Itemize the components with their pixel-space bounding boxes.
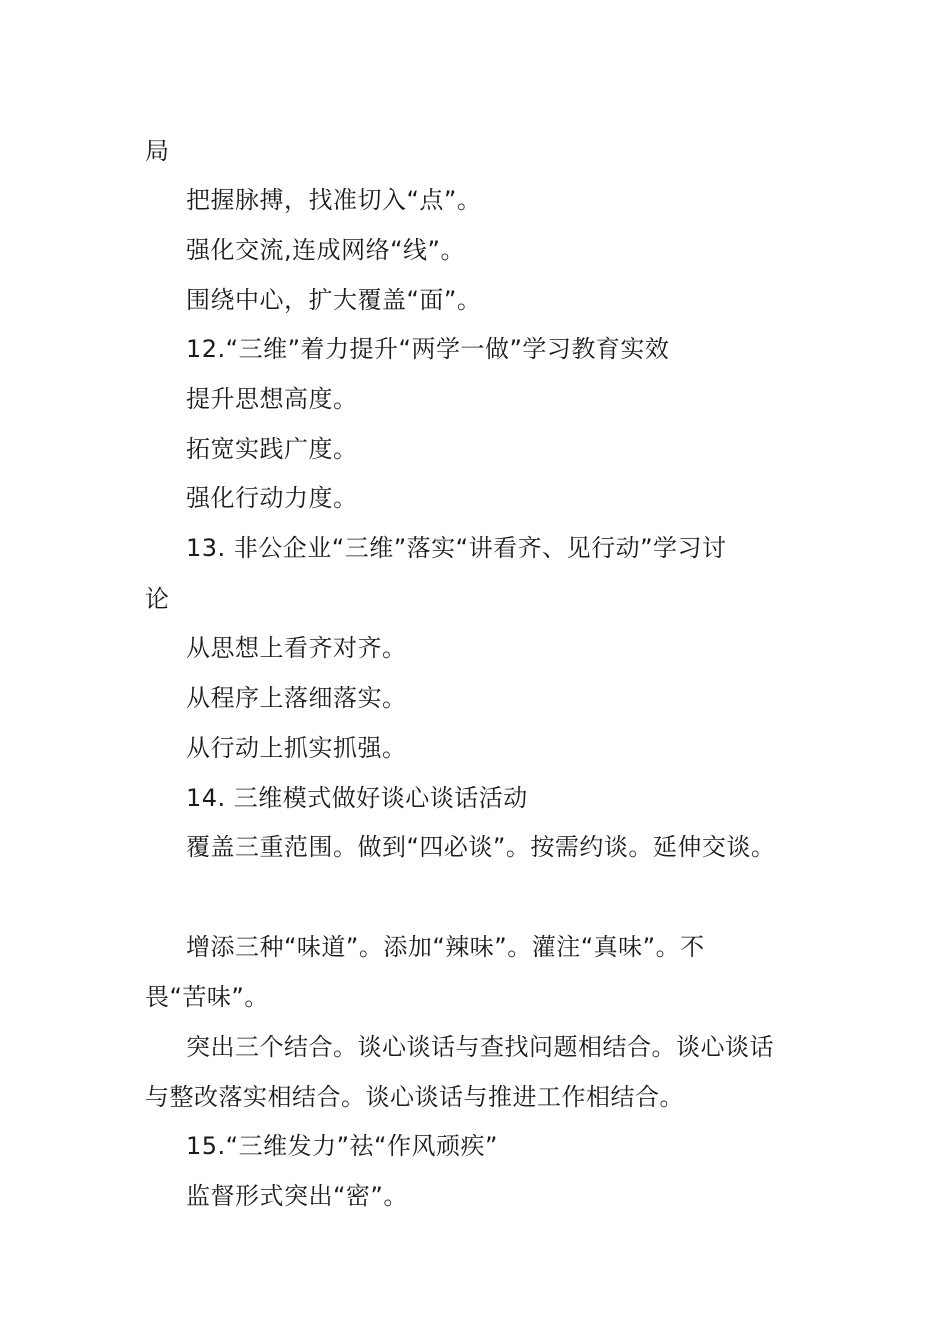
text-line: 覆盖三重范围。做到“四必谈”。按需约谈。延伸交谈。: [186, 833, 776, 861]
text-line: 突出三个结合。谈心谈话与查找问题相结合。谈心谈话: [186, 1033, 774, 1061]
text-line: 拓宽实践广度。: [186, 435, 358, 463]
text-line: 强化行动力度。: [186, 484, 358, 512]
text-line: 论: [145, 585, 170, 613]
section-heading: 12.“三维”着力提升“两学一做”学习教育实效: [186, 335, 670, 363]
section-heading: 15.“三维发力”祛“作风顽疾”: [186, 1132, 498, 1160]
text-line: 增添三种“味道”。添加“辣味”。灌注“真味”。不: [186, 933, 705, 961]
text-line: 提升思想高度。: [186, 385, 358, 413]
text-line: 局: [145, 137, 170, 165]
text-line: 把握脉搏，找准切入“点”。: [186, 186, 482, 214]
text-line: 与整改落实相结合。谈心谈话与推进工作相结合。: [145, 1083, 684, 1111]
text-line: 从行动上抓实抓强。: [186, 734, 407, 762]
text-line: 畏“苦味”。: [145, 983, 269, 1011]
text-line: 监督形式突出“密”。: [186, 1182, 408, 1210]
section-heading: 14. 三维模式做好谈心谈话活动: [186, 784, 528, 812]
text-line: 从思想上看齐对齐。: [186, 634, 407, 662]
text-line: 围绕中心，扩大覆盖“面”。: [186, 286, 482, 314]
section-heading: 13. 非公企业“三维”落实“讲看齐、见行动”学习讨: [186, 534, 727, 562]
text-line: 从程序上落细落实。: [186, 684, 407, 712]
text-line: 强化交流,连成网络“线”。: [186, 236, 465, 264]
